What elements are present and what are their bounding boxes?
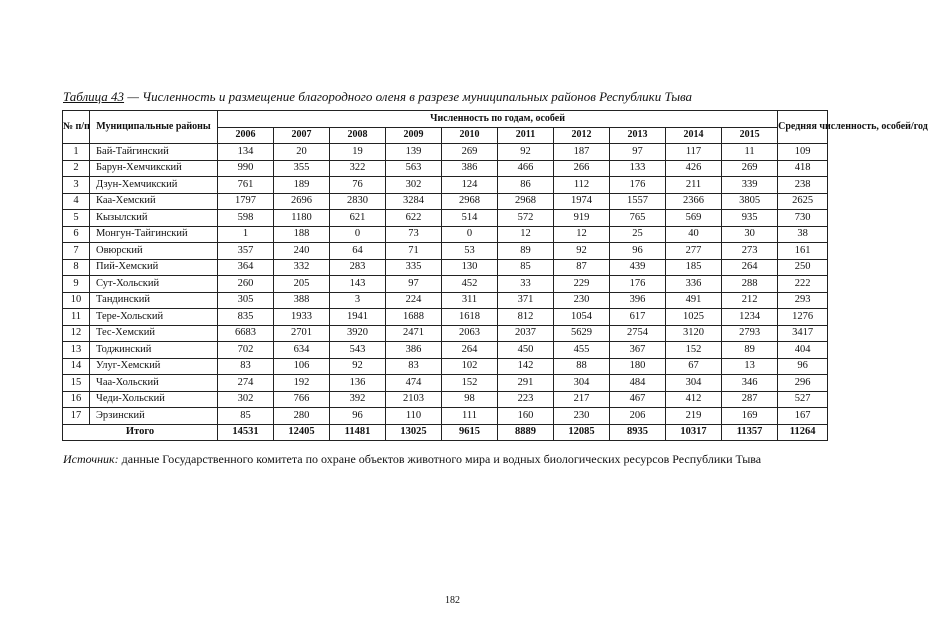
value-cell: 2103 <box>386 391 442 408</box>
table-row <box>63 309 828 326</box>
district-name-cell: Монгун-Тайгинский <box>90 226 218 243</box>
district-name-cell: Кызылский <box>90 210 218 227</box>
district-name-cell: Тере-Хольский <box>90 309 218 326</box>
value-cell: 339 <box>722 177 778 194</box>
value-cell: 110 <box>386 408 442 425</box>
value-cell: 1025 <box>666 309 722 326</box>
average-cell: 1276 <box>778 309 828 326</box>
district-name-cell: Бай-Тайгинский <box>90 144 218 161</box>
year-header: 2010 <box>442 127 498 144</box>
average-cell: 3417 <box>778 325 828 342</box>
row-number-cell: 15 <box>63 375 90 392</box>
value-cell: 935 <box>722 210 778 227</box>
value-cell: 180 <box>610 358 666 375</box>
value-cell: 2968 <box>498 193 554 210</box>
value-cell: 264 <box>442 342 498 359</box>
year-header: 2014 <box>666 127 722 144</box>
value-cell: 287 <box>722 391 778 408</box>
value-cell: 230 <box>554 408 610 425</box>
value-cell: 134 <box>218 144 274 161</box>
value-cell: 332 <box>274 259 330 276</box>
value-cell: 88 <box>554 358 610 375</box>
average-cell: 238 <box>778 177 828 194</box>
value-cell: 491 <box>666 292 722 309</box>
value-cell: 3805 <box>722 193 778 210</box>
year-header: 2009 <box>386 127 442 144</box>
value-cell: 572 <box>498 210 554 227</box>
value-cell: 283 <box>330 259 386 276</box>
total-label-cell: Итого <box>63 424 218 441</box>
value-cell: 187 <box>554 144 610 161</box>
average-cell: 527 <box>778 391 828 408</box>
average-cell: 250 <box>778 259 828 276</box>
average-cell: 96 <box>778 358 828 375</box>
total-value-cell: 12405 <box>274 424 330 441</box>
value-cell: 2037 <box>498 325 554 342</box>
row-number-cell: 12 <box>63 325 90 342</box>
value-cell: 2063 <box>442 325 498 342</box>
value-cell: 223 <box>498 391 554 408</box>
value-cell: 152 <box>442 375 498 392</box>
average-cell: 404 <box>778 342 828 359</box>
average-cell: 222 <box>778 276 828 293</box>
value-cell: 92 <box>330 358 386 375</box>
table-row <box>63 391 828 408</box>
value-cell: 622 <box>386 210 442 227</box>
value-cell: 1797 <box>218 193 274 210</box>
year-header: 2012 <box>554 127 610 144</box>
value-cell: 97 <box>610 144 666 161</box>
average-cell: 418 <box>778 160 828 177</box>
district-name-cell: Каа-Хемский <box>90 193 218 210</box>
value-cell: 83 <box>386 358 442 375</box>
value-cell: 86 <box>498 177 554 194</box>
row-number-cell: 16 <box>63 391 90 408</box>
value-cell: 426 <box>666 160 722 177</box>
value-cell: 152 <box>666 342 722 359</box>
value-cell: 0 <box>442 226 498 243</box>
value-cell: 40 <box>666 226 722 243</box>
value-cell: 6683 <box>218 325 274 342</box>
value-cell: 563 <box>386 160 442 177</box>
district-name-cell: Овюрский <box>90 243 218 260</box>
value-cell: 280 <box>274 408 330 425</box>
value-cell: 264 <box>722 259 778 276</box>
value-cell: 1618 <box>442 309 498 326</box>
value-cell: 765 <box>610 210 666 227</box>
row-number-cell: 10 <box>63 292 90 309</box>
value-cell: 474 <box>386 375 442 392</box>
value-cell: 87 <box>554 259 610 276</box>
value-cell: 835 <box>218 309 274 326</box>
source-note <box>63 452 761 466</box>
value-cell: 919 <box>554 210 610 227</box>
value-cell: 364 <box>218 259 274 276</box>
value-cell: 617 <box>610 309 666 326</box>
value-cell: 260 <box>218 276 274 293</box>
value-cell: 30 <box>722 226 778 243</box>
value-cell: 212 <box>722 292 778 309</box>
value-cell: 291 <box>498 375 554 392</box>
value-cell: 1054 <box>554 309 610 326</box>
value-cell: 124 <box>442 177 498 194</box>
row-number-cell: 5 <box>63 210 90 227</box>
district-name-cell: Пий-Хемский <box>90 259 218 276</box>
value-cell: 2471 <box>386 325 442 342</box>
total-value-cell: 9615 <box>442 424 498 441</box>
value-cell: 89 <box>498 243 554 260</box>
value-cell: 2366 <box>666 193 722 210</box>
value-cell: 336 <box>666 276 722 293</box>
value-cell: 224 <box>386 292 442 309</box>
value-cell: 33 <box>498 276 554 293</box>
value-cell: 12 <box>554 226 610 243</box>
population-table <box>62 110 928 441</box>
value-cell: 2701 <box>274 325 330 342</box>
row-number-cell: 8 <box>63 259 90 276</box>
value-cell: 112 <box>554 177 610 194</box>
value-cell: 1 <box>218 226 274 243</box>
value-cell: 67 <box>666 358 722 375</box>
district-name-cell: Барун-Хемчикский <box>90 160 218 177</box>
value-cell: 305 <box>218 292 274 309</box>
district-name-cell: Сут-Хольский <box>90 276 218 293</box>
value-cell: 450 <box>498 342 554 359</box>
value-cell: 229 <box>554 276 610 293</box>
table-row <box>63 408 828 425</box>
average-cell: 2625 <box>778 193 828 210</box>
value-cell: 176 <box>610 276 666 293</box>
value-cell: 302 <box>386 177 442 194</box>
average-cell: 109 <box>778 144 828 161</box>
value-cell: 206 <box>610 408 666 425</box>
value-cell: 1941 <box>330 309 386 326</box>
value-cell: 514 <box>442 210 498 227</box>
value-cell: 2696 <box>274 193 330 210</box>
value-cell: 3 <box>330 292 386 309</box>
row-number-cell: 7 <box>63 243 90 260</box>
row-number-cell: 17 <box>63 408 90 425</box>
value-cell: 76 <box>330 177 386 194</box>
total-value-cell: 14531 <box>218 424 274 441</box>
row-number-cell: 3 <box>63 177 90 194</box>
value-cell: 288 <box>722 276 778 293</box>
value-cell: 106 <box>274 358 330 375</box>
value-cell: 569 <box>666 210 722 227</box>
table-row <box>63 193 828 210</box>
value-cell: 205 <box>274 276 330 293</box>
value-cell: 111 <box>442 408 498 425</box>
value-cell: 98 <box>442 391 498 408</box>
value-cell: 20 <box>274 144 330 161</box>
value-cell: 412 <box>666 391 722 408</box>
table-row <box>63 160 828 177</box>
year-header: 2011 <box>498 127 554 144</box>
value-cell: 304 <box>554 375 610 392</box>
average-cell: 167 <box>778 408 828 425</box>
value-cell: 189 <box>274 177 330 194</box>
row-number-cell: 2 <box>63 160 90 177</box>
value-cell: 484 <box>610 375 666 392</box>
value-cell: 53 <box>442 243 498 260</box>
table-row <box>63 342 828 359</box>
total-value-cell: 13025 <box>386 424 442 441</box>
value-cell: 3920 <box>330 325 386 342</box>
value-cell: 92 <box>498 144 554 161</box>
table-row <box>63 177 828 194</box>
year-header: 2013 <box>610 127 666 144</box>
value-cell: 269 <box>442 144 498 161</box>
table-caption-number: Таблица 43 <box>63 89 125 104</box>
value-cell: 396 <box>610 292 666 309</box>
value-cell: 117 <box>666 144 722 161</box>
table-row <box>63 210 828 227</box>
year-header: 2008 <box>330 127 386 144</box>
value-cell: 388 <box>274 292 330 309</box>
average-cell: 293 <box>778 292 828 309</box>
year-header: 2007 <box>274 127 330 144</box>
value-cell: 185 <box>666 259 722 276</box>
header-years-group: Численность по годам, особей <box>218 111 778 128</box>
value-cell: 13 <box>722 358 778 375</box>
value-cell: 273 <box>722 243 778 260</box>
district-name-cell: Тандинский <box>90 292 218 309</box>
value-cell: 19 <box>330 144 386 161</box>
value-cell: 266 <box>554 160 610 177</box>
value-cell: 1180 <box>274 210 330 227</box>
value-cell: 102 <box>442 358 498 375</box>
value-cell: 2793 <box>722 325 778 342</box>
value-cell: 2754 <box>610 325 666 342</box>
average-cell: 38 <box>778 226 828 243</box>
value-cell: 386 <box>442 160 498 177</box>
source-label: Источник: <box>63 452 119 466</box>
value-cell: 83 <box>218 358 274 375</box>
value-cell: 598 <box>218 210 274 227</box>
total-value-cell: 10317 <box>666 424 722 441</box>
table-row <box>63 375 828 392</box>
value-cell: 192 <box>274 375 330 392</box>
table-row <box>63 292 828 309</box>
header-average: Средняя численность, особей/год <box>778 111 828 144</box>
value-cell: 71 <box>386 243 442 260</box>
value-cell: 392 <box>330 391 386 408</box>
value-cell: 452 <box>442 276 498 293</box>
value-cell: 335 <box>386 259 442 276</box>
value-cell: 96 <box>610 243 666 260</box>
value-cell: 176 <box>610 177 666 194</box>
value-cell: 130 <box>442 259 498 276</box>
value-cell: 2968 <box>442 193 498 210</box>
value-cell: 92 <box>554 243 610 260</box>
value-cell: 439 <box>610 259 666 276</box>
table-body <box>63 144 828 441</box>
value-cell: 766 <box>274 391 330 408</box>
district-name-cell: Эрзинский <box>90 408 218 425</box>
value-cell: 143 <box>330 276 386 293</box>
value-cell: 274 <box>218 375 274 392</box>
average-cell: 730 <box>778 210 828 227</box>
header-district: Муниципальные районы <box>90 111 218 144</box>
value-cell: 467 <box>610 391 666 408</box>
value-cell: 322 <box>330 160 386 177</box>
total-value-cell: 11357 <box>722 424 778 441</box>
year-header: 2006 <box>218 127 274 144</box>
value-cell: 85 <box>218 408 274 425</box>
value-cell: 3284 <box>386 193 442 210</box>
value-cell: 812 <box>498 309 554 326</box>
value-cell: 188 <box>274 226 330 243</box>
table-row <box>63 243 828 260</box>
value-cell: 25 <box>610 226 666 243</box>
row-number-cell: 13 <box>63 342 90 359</box>
value-cell: 211 <box>666 177 722 194</box>
total-value-cell: 11481 <box>330 424 386 441</box>
value-cell: 761 <box>218 177 274 194</box>
value-cell: 269 <box>722 160 778 177</box>
value-cell: 85 <box>498 259 554 276</box>
table-caption-text: — Численность и размещение благородного оленя в разрезе муниципальных районов Республики Тыва <box>124 89 693 104</box>
district-name-cell: Тес-Хемский <box>90 325 218 342</box>
value-cell: 160 <box>498 408 554 425</box>
value-cell: 621 <box>330 210 386 227</box>
district-name-cell: Дзун-Хемчикский <box>90 177 218 194</box>
value-cell: 1557 <box>610 193 666 210</box>
page-number: 182 <box>445 595 460 606</box>
header-number: № п/п <box>63 111 90 144</box>
value-cell: 169 <box>722 408 778 425</box>
value-cell: 277 <box>666 243 722 260</box>
value-cell: 5629 <box>554 325 610 342</box>
value-cell: 219 <box>666 408 722 425</box>
value-cell: 73 <box>386 226 442 243</box>
total-value-cell: 8889 <box>498 424 554 441</box>
value-cell: 634 <box>274 342 330 359</box>
value-cell: 466 <box>498 160 554 177</box>
table-row <box>63 259 828 276</box>
value-cell: 355 <box>274 160 330 177</box>
value-cell: 302 <box>218 391 274 408</box>
row-number-cell: 4 <box>63 193 90 210</box>
row-number-cell: 14 <box>63 358 90 375</box>
value-cell: 3120 <box>666 325 722 342</box>
value-cell: 455 <box>554 342 610 359</box>
value-cell: 139 <box>386 144 442 161</box>
value-cell: 702 <box>218 342 274 359</box>
value-cell: 543 <box>330 342 386 359</box>
value-cell: 89 <box>722 342 778 359</box>
average-cell: 296 <box>778 375 828 392</box>
value-cell: 0 <box>330 226 386 243</box>
value-cell: 142 <box>498 358 554 375</box>
table-row <box>63 276 828 293</box>
value-cell: 1234 <box>722 309 778 326</box>
value-cell: 371 <box>498 292 554 309</box>
value-cell: 386 <box>386 342 442 359</box>
table-row <box>63 226 828 243</box>
value-cell: 11 <box>722 144 778 161</box>
table-row <box>63 325 828 342</box>
value-cell: 97 <box>386 276 442 293</box>
district-name-cell: Улуг-Хемский <box>90 358 218 375</box>
table-caption <box>63 89 823 105</box>
value-cell: 12 <box>498 226 554 243</box>
average-cell: 161 <box>778 243 828 260</box>
district-name-cell: Чаа-Хольский <box>90 375 218 392</box>
total-value-cell: 12085 <box>554 424 610 441</box>
value-cell: 990 <box>218 160 274 177</box>
district-name-cell: Чеди-Хольский <box>90 391 218 408</box>
value-cell: 240 <box>274 243 330 260</box>
year-header: 2015 <box>722 127 778 144</box>
table-row <box>63 358 828 375</box>
value-cell: 357 <box>218 243 274 260</box>
value-cell: 304 <box>666 375 722 392</box>
total-value-cell: 8935 <box>610 424 666 441</box>
value-cell: 346 <box>722 375 778 392</box>
total-average-cell: 11264 <box>778 424 828 441</box>
total-row <box>63 424 828 441</box>
table-row <box>63 144 828 161</box>
value-cell: 133 <box>610 160 666 177</box>
value-cell: 367 <box>610 342 666 359</box>
row-number-cell: 11 <box>63 309 90 326</box>
source-text: данные Государственного комитета по охране объектов животного мира и водных биологических ресурсов Республики Тыва <box>118 452 762 466</box>
row-number-cell: 9 <box>63 276 90 293</box>
value-cell: 217 <box>554 391 610 408</box>
value-cell: 311 <box>442 292 498 309</box>
value-cell: 1974 <box>554 193 610 210</box>
value-cell: 1688 <box>386 309 442 326</box>
value-cell: 2830 <box>330 193 386 210</box>
value-cell: 136 <box>330 375 386 392</box>
value-cell: 230 <box>554 292 610 309</box>
district-name-cell: Тоджинский <box>90 342 218 359</box>
row-number-cell: 6 <box>63 226 90 243</box>
row-number-cell: 1 <box>63 144 90 161</box>
value-cell: 1933 <box>274 309 330 326</box>
value-cell: 96 <box>330 408 386 425</box>
value-cell: 64 <box>330 243 386 260</box>
